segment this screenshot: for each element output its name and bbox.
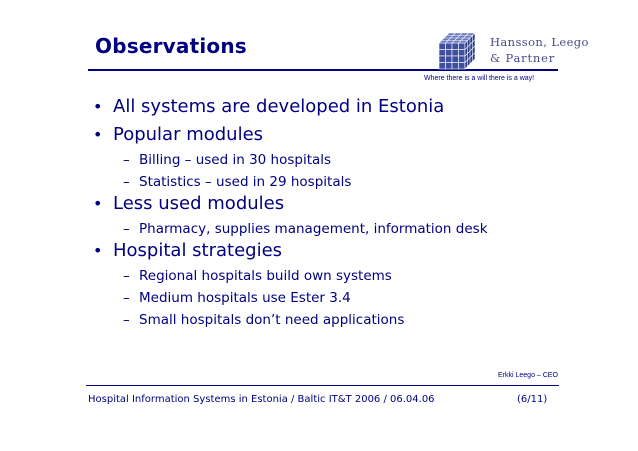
logo-name-line1: Hansson, Leego [490,35,589,49]
footer-caption: Hospital Information Systems in Estonia / Baltic IT&T 2006 / 06.04.06 [88,394,435,405]
sub-bullet-item [123,312,404,328]
sub-bullet-marker: – [123,290,130,306]
sub-bullet-item [123,290,351,306]
bullet-item [93,124,263,145]
sub-bullet-item [123,174,351,190]
bullet-text: Popular modules [113,124,264,145]
logo-tagline: Where there is a will there is a way! [424,75,535,82]
bullet-marker: • [93,241,103,260]
footer-divider [86,385,559,386]
sub-bullet-text: Regional hospitals build own systems [139,268,392,284]
bullet-text: All systems are developed in Estonia [113,96,445,117]
sub-bullet-marker: – [123,312,130,328]
sub-bullet-item [123,221,488,237]
sub-bullet-marker: – [123,268,130,284]
bullet-item [93,96,444,117]
sub-bullet-item [123,152,331,168]
sub-bullet-text: Pharmacy, supplies management, information desk [139,221,488,237]
sub-bullet-item [123,268,392,284]
sub-bullet-text: Small hospitals don’t need applications [139,312,405,328]
bullet-item [93,193,284,214]
sub-bullet-text: Medium hospitals use Ester 3.4 [139,290,351,306]
author-label: Erkki Leego – CEO [498,372,558,379]
logo-name-line2: & Partner [490,51,555,65]
sub-bullet-marker: – [123,152,130,168]
page-title: Observations [95,34,247,58]
sub-bullet-marker: – [123,174,130,190]
bullet-marker: • [93,194,103,213]
sub-bullet-marker: – [123,221,130,237]
sub-bullet-text: Statistics – used in 29 hospitals [139,174,352,190]
bullet-text: Less used modules [113,193,285,214]
bullet-marker: • [93,97,103,116]
bullet-item [93,240,282,261]
sub-bullet-text: Billing – used in 30 hospitals [139,152,332,168]
page-number: (6/11) [517,394,548,405]
bullet-marker: • [93,125,103,144]
bullet-text: Hospital strategies [113,240,283,261]
